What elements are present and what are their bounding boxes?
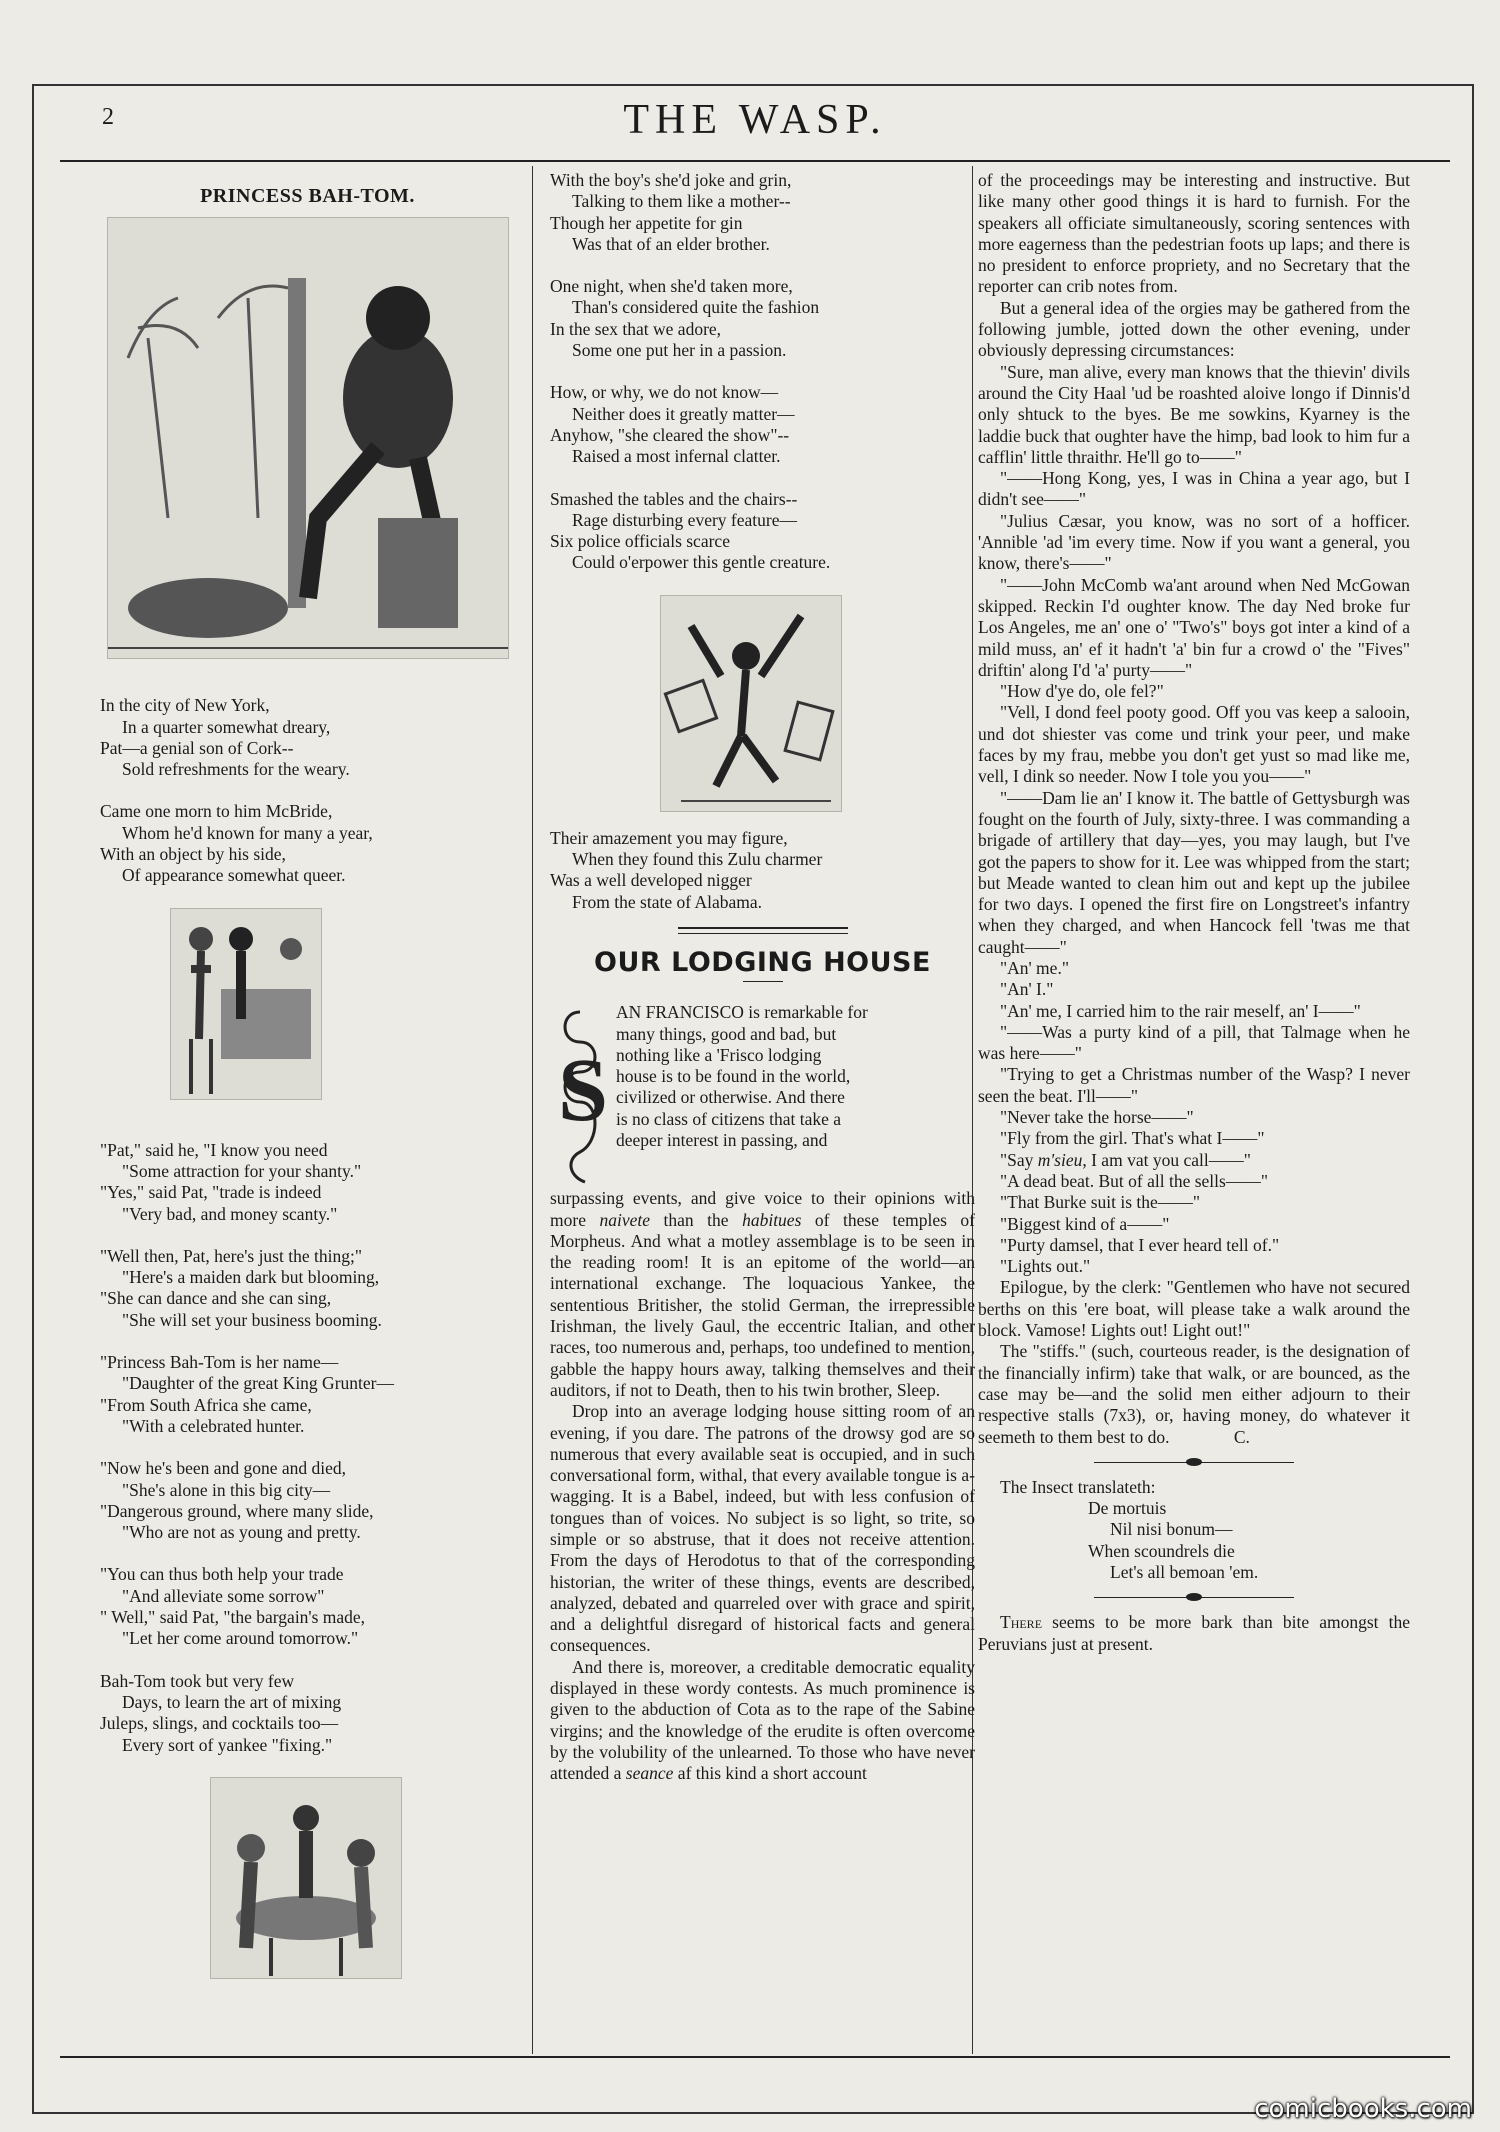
watermark-text: comicbooks.com: [1254, 2094, 1472, 2124]
verse-line: Nil nisi bonum—: [1110, 1519, 1233, 1540]
verse-line: One night, when she'd taken more,: [550, 276, 793, 297]
drop-cap-letter: S: [558, 1041, 609, 1141]
verse-line: "Very bad, and money scanty.": [122, 1203, 338, 1224]
drop-cap-ornament: [550, 1002, 610, 1188]
verse-line: "Well then, Pat, here's just the thing;": [100, 1245, 362, 1266]
section-divider: [678, 927, 848, 934]
paragraph: "Julius Cæsar, you know, was no sort of a hofficer. 'Annible 'ad 'im every time. Now if you want a general, you know, there's——": [978, 510, 1410, 574]
verse-line: Sold refreshments for the weary.: [122, 759, 350, 780]
verse-line: Was that of an elder brother.: [572, 233, 770, 254]
verse-line: Pat—a genial son of Cork--: [100, 737, 294, 758]
text-run: The "stiffs." (such, courteous reader, is the designation of the financially infirm) take that walk, or are bounced, as the case may be—and the solid men either adjourn to their respective stalls (7x3), or, having money, do whatever it seemeth to them best to do.: [978, 1341, 1410, 1447]
verse-line: "Dangerous ground, where many slide,: [100, 1500, 374, 1521]
verse-line: "Daughter of the great King Grunter—: [122, 1373, 394, 1394]
text-line: civilized or otherwise. And there: [616, 1087, 845, 1108]
verse-line: Six police officials scarce: [550, 531, 730, 552]
paragraph: "Trying to get a Christmas number of the Wasp? I never seen the beat. I'll——": [978, 1064, 1410, 1106]
masthead-title: THE WASP.: [623, 97, 887, 143]
text-line: is no class of citizens that take a: [616, 1108, 841, 1129]
verse-line: De mortuis: [1088, 1498, 1167, 1519]
stanza: [100, 801, 515, 886]
verse-line: "With a celebrated hunter.: [122, 1415, 305, 1436]
latin-verse: [978, 1498, 1410, 1583]
verse-line: "Princess Bah-Tom is her name—: [100, 1352, 339, 1373]
verse-line: When scoundrels die: [1088, 1540, 1235, 1561]
column-lodging-continued: [978, 170, 1410, 1655]
stanza: [100, 1246, 515, 1331]
paragraph: "Biggest kind of a——": [1000, 1213, 1170, 1234]
verse-line: Days, to learn the art of mixing: [122, 1691, 342, 1712]
verse-line: Came one morn to him McBride,: [100, 801, 333, 822]
italic-word: seance: [625, 1763, 674, 1784]
paragraph: "A dead beat. But of all the sells——": [1000, 1170, 1268, 1191]
stanza: [100, 1458, 515, 1543]
paragraph: "——John McComb wa'ant around when Ned McGowan skipped. Reckin I'd oughter know. The day Ned broke fur Los Angeles, me an' one o' "Two's" boys got inter a kind of a mild muss, an' ef it hadn't 'a' bin fur a crowd o' the "Fives" driftin' along I'd 'a' purty——": [978, 574, 1410, 680]
italic-word: habitues: [742, 1209, 802, 1230]
verse-line: "Now he's been and gone and died,: [100, 1458, 346, 1479]
header-rule: [60, 160, 1450, 162]
verse-line: " Well," said Pat, "the bargain's made,: [100, 1607, 366, 1628]
illustration-bar-scene: [170, 908, 322, 1100]
paragraph: Epilogue, by the clerk: "Gentlemen who have not secured berths on this 'ere boat, will please take a walk around the block. Vamose! Lights out! Light out!": [978, 1277, 1410, 1341]
paragraph: [550, 1657, 975, 1785]
author-signature: C.: [1233, 1426, 1250, 1447]
illustration-table-scene: [210, 1777, 402, 1979]
paragraph: [978, 1612, 1410, 1655]
stanza: [100, 1140, 515, 1225]
verse-line: How, or why, we do not know—: [550, 382, 779, 403]
text-line: deeper interest in passing, and: [616, 1130, 828, 1151]
ornamental-divider: [1094, 1462, 1294, 1463]
stanza: [550, 828, 975, 913]
verse-line: From the state of Alabama.: [572, 891, 763, 912]
paragraph: "How d'ye do, ole fel?": [1000, 681, 1164, 702]
poem-title: PRINCESS BAH-TOM.: [200, 185, 415, 207]
paragraph: "Purty damsel, that I ever heard tell of.": [1000, 1234, 1280, 1255]
verse-line: "You can thus both help your trade: [100, 1564, 344, 1585]
paragraph: "Never take the horse——": [1000, 1107, 1194, 1128]
verse-line: "And alleviate some sorrow": [122, 1585, 325, 1606]
verse-line: Juleps, slings, and cocktails too—: [100, 1713, 339, 1734]
stanza: [550, 276, 975, 361]
text-line: nothing like a 'Frisco lodging: [616, 1044, 822, 1065]
verse-line: "Here's a maiden dark but blooming,: [122, 1267, 380, 1288]
verse-line: Could o'erpower this gentle creature.: [572, 552, 831, 573]
verse-line: "Who are not as young and pretty.: [122, 1522, 361, 1543]
illustration-rampage: [660, 595, 842, 812]
verse-line: Neither does it greatly matter—: [572, 403, 795, 424]
italic-word: m'sieu: [1037, 1149, 1083, 1170]
paragraph: of the proceedings may be interesting and instructive. But like many other good things it is hard to furnish. For the speakers all officiate simultaneously, scoring sentences with more eagerness than the pedestrian foots up laps; and there is no president to enforce propriety, and no Secretary that the reporter can crib notes from.: [978, 170, 1410, 297]
paragraph: "An' me, I carried him to the rair meself, an' I——": [1000, 1000, 1361, 1021]
stanza: [100, 1671, 515, 1756]
verse-line: Let's all bemoan 'em.: [1110, 1562, 1259, 1582]
text-line: many things, good and bad, but: [616, 1023, 837, 1044]
text-run: seems to be more bark than bite amongst the Peruvians just at present.: [978, 1612, 1410, 1654]
stanza: [550, 382, 975, 467]
verse-line: Talking to them like a mother--: [572, 191, 791, 212]
verse-line: Their amazement you may figure,: [550, 827, 788, 848]
paragraph: "Sure, man alive, every man knows that the thievin' divils around the City Haal 'ud be roashted aloive longo if Dinnis'd only shtuck to the byes. Be me sowkins, Kyarney is the laddie buck that oughter have the himp, bad look to him fur a cafflin' little thraithr. He'll go to——": [978, 361, 1410, 467]
verse-line: Though her appetite for gin: [550, 212, 743, 233]
ornamental-divider: [1094, 1597, 1294, 1598]
paragraph: "Vell, I dond feel pooty good. Off you vas keep a salooin, und dot shiester vas come und trink your peer, und make faces by my frau, mebbe you don't get yust so mad like me, vell, I dink so needer. Now I tole you you——": [978, 702, 1410, 787]
footer-rule: [60, 2056, 1450, 2058]
text-run: And there is, moreover, a creditable democratic equality displayed in these wordy contests. As much prominence is given to the abduction of Cota as to the rape of the Sabine virgins; and the knowledge of the erudite is often overcome by the volubility of the unlearned. To those who have never attended a: [550, 1656, 975, 1784]
verse-line: In the city of New York,: [100, 695, 270, 716]
paragraph: Drop into an average lodging house sitting room of an evening, if you dare. The patrons of the drowsy god are so numerous that every available seat is occupied, and in such conversational form, withal, that every available tongue is a-wagging. It is a Babel, indeed, but with less confusion of tongues than of voices. No subject is so light, so trite, so simple or so abstruse, that it does not receive attention. From the days of Herodotus to that of the corresponding historian, the writer of these things, events are described, analyzed, debated and quarreled over with grace and spirit, and a delightful disregard of historical facts and general consequences.: [550, 1401, 975, 1656]
insect-intro: The Insect translateth:: [1000, 1476, 1156, 1497]
verse-line: Bah-Tom took but very few: [100, 1670, 295, 1691]
article-body: [550, 1002, 975, 1784]
illustration-princess: [107, 217, 509, 659]
column-poem-princess: [100, 170, 515, 1979]
verse-line: Anyhow, "she cleared the show"--: [550, 424, 790, 445]
verse-line: "Let her come around tomorrow.": [122, 1628, 359, 1649]
text-run: , I am vat you call——": [1082, 1149, 1251, 1170]
paragraph: "An' I.": [1000, 979, 1054, 1000]
verse-line: "She's alone in this big city—: [122, 1479, 331, 1500]
paragraph: "——Dam lie an' I know it. The battle of Gettysburgh was fought on the fourth of July, sixty-three. I was commanding a brigade of artillery that day—yes, you may laugh, but I've got the papers to show for it. Lee was whipped from the start; but Meade wanted to clean him out and kept up the jubilee for two days. I opened the first fire on Longstreet's infantry when they charged, and when Hancock fell 'twas me that caught——": [978, 787, 1410, 957]
paragraph: "——Hong Kong, yes, I was in China a year ago, but I didn't see——": [978, 468, 1410, 510]
paragraph: [550, 1002, 975, 1151]
paragraph: [978, 1150, 1410, 1171]
column-divider: [532, 166, 533, 2054]
paragraph: [550, 1188, 975, 1401]
stanza: [100, 1564, 515, 1649]
article-title: OUR LODGING HOUSE: [594, 946, 931, 978]
text-line: AN FRANCISCO is remarkable for: [616, 1002, 868, 1023]
stanza: [100, 1352, 515, 1437]
paragraph: "An' me.": [1000, 957, 1069, 978]
verse-line: "From South Africa she came,: [100, 1394, 312, 1415]
text-run: "Say: [1000, 1149, 1038, 1170]
verse-line: Whom he'd known for many a year,: [122, 822, 373, 843]
paragraph: But a general idea of the orgies may be gathered from the following jumble, jotted down the other evening, under obviously depressing circumstances:: [978, 297, 1410, 361]
text-run: than the: [650, 1209, 743, 1230]
verse-line: With an object by his side,: [100, 844, 286, 865]
verse-line: Was a well developed nigger: [550, 870, 752, 891]
page-number: 2: [102, 104, 114, 130]
text-run: surpassing events, and give voice to their opinions with more: [550, 1188, 975, 1230]
verse-line: In a quarter somewhat dreary,: [122, 716, 331, 737]
paragraph: "That Burke suit is the——": [1000, 1192, 1200, 1213]
paragraph: [978, 1341, 1410, 1447]
verse-line: "She will set your business booming.: [122, 1309, 382, 1330]
verse-line: "She can dance and she can sing,: [100, 1288, 332, 1309]
text-run: of these temples of Morpheus. And what a motley assemblage is to be seen in the reading room! It is an epitome of the world—an international exchange. The loquacious Yankee, the sententious Britisher, the stolid German, the irrepressible Irishman, the lively Gaul, the eccentric Italian, and other races, too numerous and, perhaps, too undefined to mention, gabble the happy hours away, talking themselves and their auditors, if not to Death, then to his twin brother, Sleep.: [550, 1209, 975, 1400]
paragraph: "——Was a purty kind of a pill, that Talmage when he was here——": [978, 1021, 1410, 1064]
title-rule: [743, 981, 783, 982]
verse-line: Raised a most infernal clatter.: [572, 446, 781, 467]
verse-line: "Some attraction for your shanty.": [122, 1160, 362, 1181]
paragraph: "Lights out.": [1000, 1256, 1091, 1277]
verse-line: Rage disturbing every feature—: [572, 509, 797, 530]
verse-line: Than's considered quite the fashion: [572, 297, 820, 318]
italic-word: naivete: [599, 1209, 651, 1230]
verse-line: "Pat," said he, "I know you need: [100, 1139, 328, 1160]
page-header: [60, 96, 1450, 154]
verse-line: Every sort of yankee "fixing.": [122, 1734, 333, 1755]
stanza: [100, 695, 515, 780]
verse-line: When they found this Zulu charmer: [572, 849, 823, 870]
paragraph: "Fly from the girl. That's what I——": [1000, 1128, 1265, 1149]
verse-line: With the boy's she'd joke and grin,: [550, 170, 792, 190]
text-line: house is to be found in the world,: [616, 1066, 851, 1087]
text-run: af this kind a short account: [673, 1763, 867, 1784]
verse-line: In the sex that we adore,: [550, 318, 722, 339]
verse-line: "Yes," said Pat, "trade is indeed: [100, 1182, 322, 1203]
column-poem-continued-and-lodging: [550, 170, 975, 1785]
small-caps-word: There: [1000, 1612, 1043, 1633]
verse-line: Of appearance somewhat queer.: [122, 865, 346, 886]
stanza: [550, 489, 975, 574]
stanza: [550, 170, 975, 255]
verse-line: Smashed the tables and the chairs--: [550, 488, 798, 509]
verse-line: Some one put her in a passion.: [572, 340, 787, 361]
